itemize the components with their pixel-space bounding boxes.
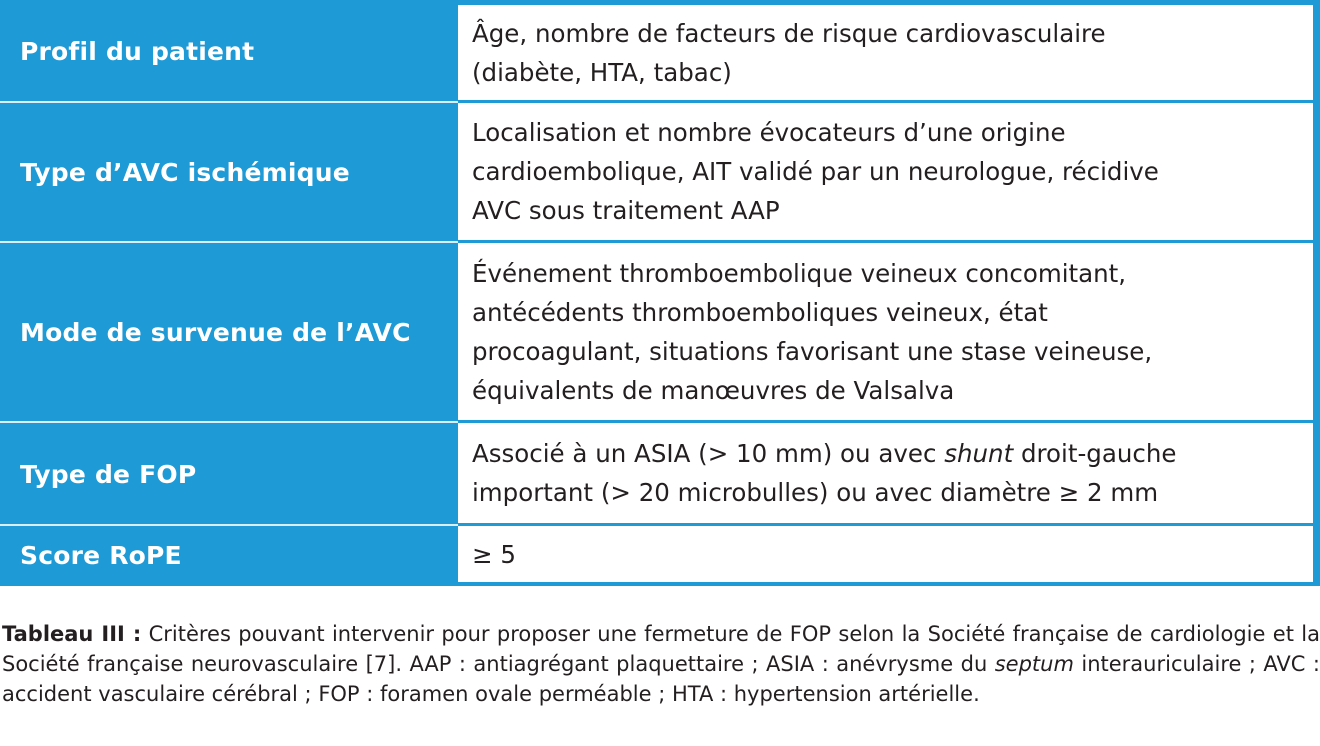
row-value [458,5,1313,100]
row-value-line: antécédents thromboemboliques veineux, état [472,297,1048,327]
table-row [0,423,1320,525]
row-value [458,243,1313,420]
row-label: Type de FOP [20,459,197,489]
table-caption [2,619,1320,709]
row-value-line: équivalents de manœuvres de Valsalva [472,375,955,405]
row-value-line: (diabète, HTA, tabac) [472,57,732,87]
table-row [0,243,1320,422]
row-label: Score RoPE [20,540,182,570]
row-value-text: droit-gauche [1013,439,1177,468]
row-value [458,103,1313,240]
caption-italic: septum [994,652,1074,676]
caption-text: interauriculaire ; AVC : accident vasculaire cérébral ; FOP : foramen ovale perméable ; HTA : hypertension artérielle. [2,652,1320,706]
row-value-line: AVC sous traitement AAP [472,196,780,225]
row-value-line [472,434,1176,473]
row-label: Mode de survenue de l’AVC [20,318,411,347]
row-value-text: Associé à un ASIA (> 10 mm) ou avec [472,439,945,468]
row-label: Type d’AVC ischémique [20,158,350,187]
caption-title: Tableau III : [2,622,142,646]
row-value-line: Événement thromboembolique veineux concomitant, [472,258,1127,288]
table-row [0,103,1320,242]
row-value-line: Localisation et nombre évocateurs d’une origine [472,118,1066,147]
row-value [458,423,1313,523]
row-value-line: procoagulant, situations favorisant une stase veineuse, [472,336,1153,366]
row-value-italic: shunt [944,439,1014,468]
row-value [458,526,1313,582]
row-value-line: cardioembolique, AIT validé par un neurologue, récidive [472,157,1159,186]
row-value-line: Âge, nombre de facteurs de risque cardiovasculaire [472,18,1106,48]
table-row [0,0,1320,102]
row-value-line: important (> 20 microbulles) ou avec diamètre ≥ 2 mm [472,478,1159,507]
row-label: Profil du patient [20,36,255,66]
row-value-line: ≥ 5 [472,539,516,569]
table-row [0,526,1320,584]
caption-text: Critères pouvant intervenir pour proposer une fermeture de FOP selon la Société française de cardiologie et la Société française neurovasculaire [7]. AAP : antiagrégant plaquettaire ; ASIA : anévrysme du [2,622,1320,676]
